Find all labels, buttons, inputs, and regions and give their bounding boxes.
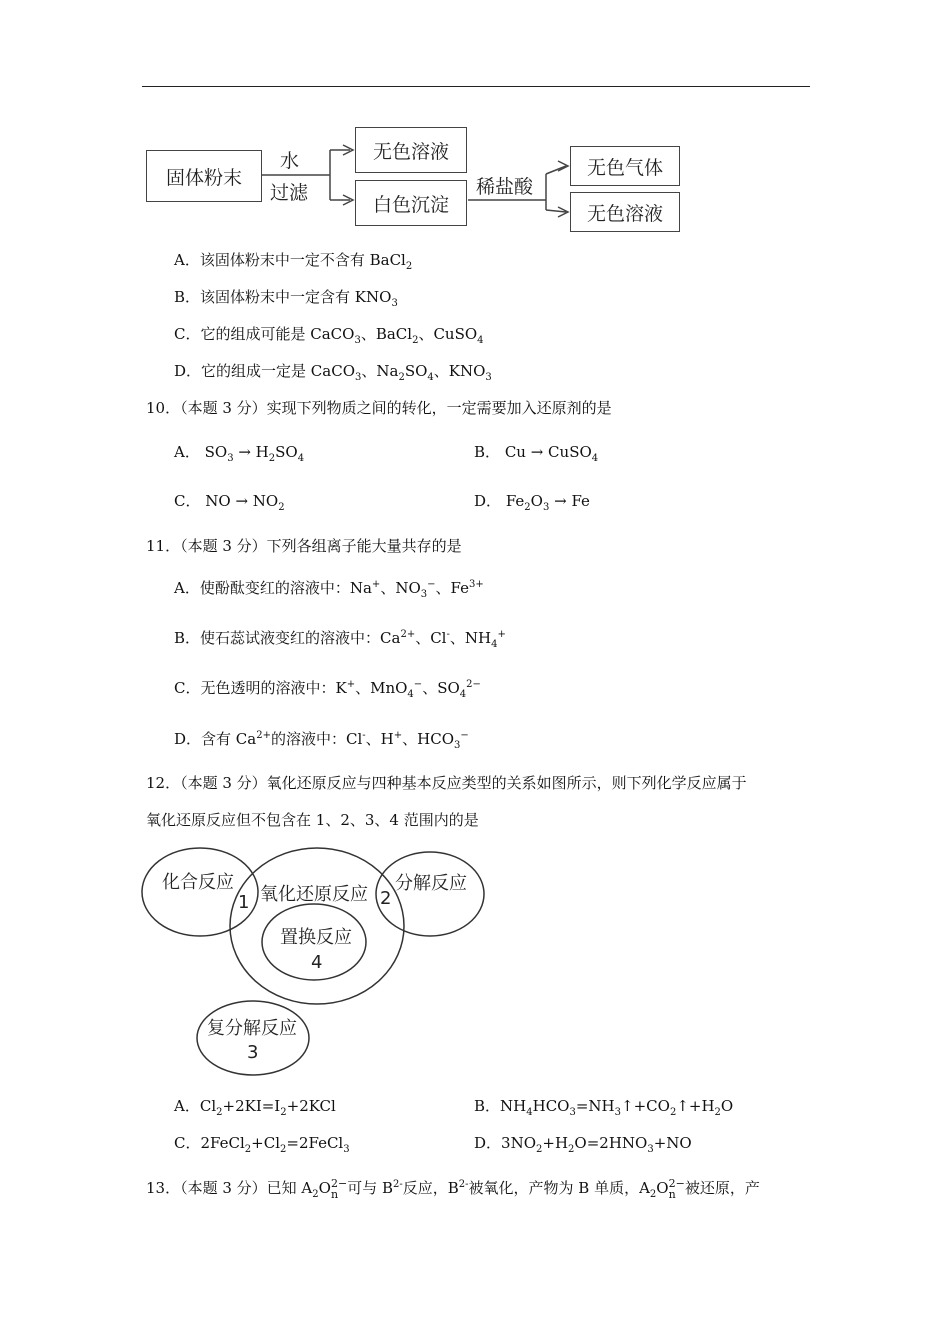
venn-label-combination: 化合反应: [162, 872, 234, 893]
flowchart-connectors: [0, 0, 950, 240]
q10-option-c: C． NO → $NO_2$: [174, 492, 285, 513]
label-dilute-hcl: 稀盐酸: [476, 176, 534, 198]
q10-stem: 10．（本题 3 分）实现下列物质之间的转化，一定需要加入还原剂的是: [146, 399, 612, 417]
venn-label-2: 2: [380, 888, 392, 909]
box-solid-powder: 固体粉末: [146, 150, 262, 202]
venn-diagram: [0, 840, 950, 1080]
venn-label-redox: 氧化还原反应: [260, 884, 368, 905]
q10-option-b: B． Cu → CuSO$_4$: [474, 443, 599, 464]
q10-option-a: A． $SO_3 \to H_2SO_4$: [174, 443, 305, 464]
box-colorless-solution: 无色溶液: [355, 127, 467, 173]
box-colorless-gas: 无色气体: [570, 146, 680, 186]
venn-label-double-decomposition: 复分解反应: [207, 1018, 297, 1039]
q9-option-d: D．它的组成一定是 CaCO$_3$、$Na_2SO_4$、$KNO_3$: [174, 362, 492, 383]
q9-option-a: A．该固体粉末中一定不含有 BaCl$_2$: [174, 251, 413, 272]
box-white-precipitate: 白色沉淀: [355, 180, 467, 226]
q11-option-b: B．使石蕊试液变红的溶液中：$Ca^{2+}$、Cl-、$NH_4^+$: [174, 629, 506, 650]
q11-option-c: C．无色透明的溶液中：K+、MnO$_4$−、$SO_4^{2-}$: [174, 679, 481, 700]
q11-option-a: A．使酚酞变红的溶液中：Na+、$NO_3^-$、$Fe^{3+}$: [174, 579, 484, 600]
q9-option-b: B．该固体粉末中一定含有 $KNO_3$: [174, 288, 398, 309]
venn-label-displacement: 置换反应: [280, 927, 352, 948]
venn-label-4: 4: [311, 952, 323, 973]
q11-stem: 11．（本题 3 分）下列各组离子能大量共存的是: [146, 537, 462, 555]
ellipse-decomposition: [376, 852, 484, 936]
q11-option-d: D．含有 $Ca^{2+}$的溶液中：Cl-、H+、$HCO_3^-$: [174, 730, 469, 751]
q13-stem: 13．（本题 3 分）已知 $A_2O$ 2− n 可与 $B^{2-}$反应，$B^{2-}$被氧化，产物为 B 单质，$A_2O$ 2− n 被还原，产: [146, 1177, 760, 1201]
q12-stem-line2: 氧化还原反应但不包含在 1、2、3、4 范围内的是: [146, 811, 479, 829]
venn-label-decomposition: 分解反应: [395, 873, 467, 894]
q10-option-d: D． $Fe_2O_3 \to Fe$: [474, 492, 590, 513]
q9-option-c: C．它的组成可能是 CaCO$_3$、BaCl$_2$、CuSO$_4$: [174, 325, 484, 346]
q12-option-c: C．$2FeCl_2+Cl_2=2FeCl_3$: [174, 1134, 350, 1155]
label-filter: 过滤: [270, 182, 309, 204]
venn-label-3: 3: [247, 1042, 259, 1063]
q12-stem-line1: 12．（本题 3 分）氧化还原反应与四种基本反应类型的关系如图所示，则下列化学反应属于: [146, 774, 747, 792]
q12-option-b: B．$NH_4HCO_3=NH_3↑+CO_2↑+H_2O$: [474, 1097, 734, 1118]
label-water: 水: [280, 150, 300, 172]
box-colorless-solution-2: 无色溶液: [570, 192, 680, 232]
venn-label-1: 1: [238, 892, 250, 913]
q12-option-a: A．$Cl_2+2KI=I_2+2KCl$: [174, 1097, 336, 1118]
q12-option-d: D．$3NO_2+H_2O=2HNO_3+NO$: [474, 1134, 692, 1155]
